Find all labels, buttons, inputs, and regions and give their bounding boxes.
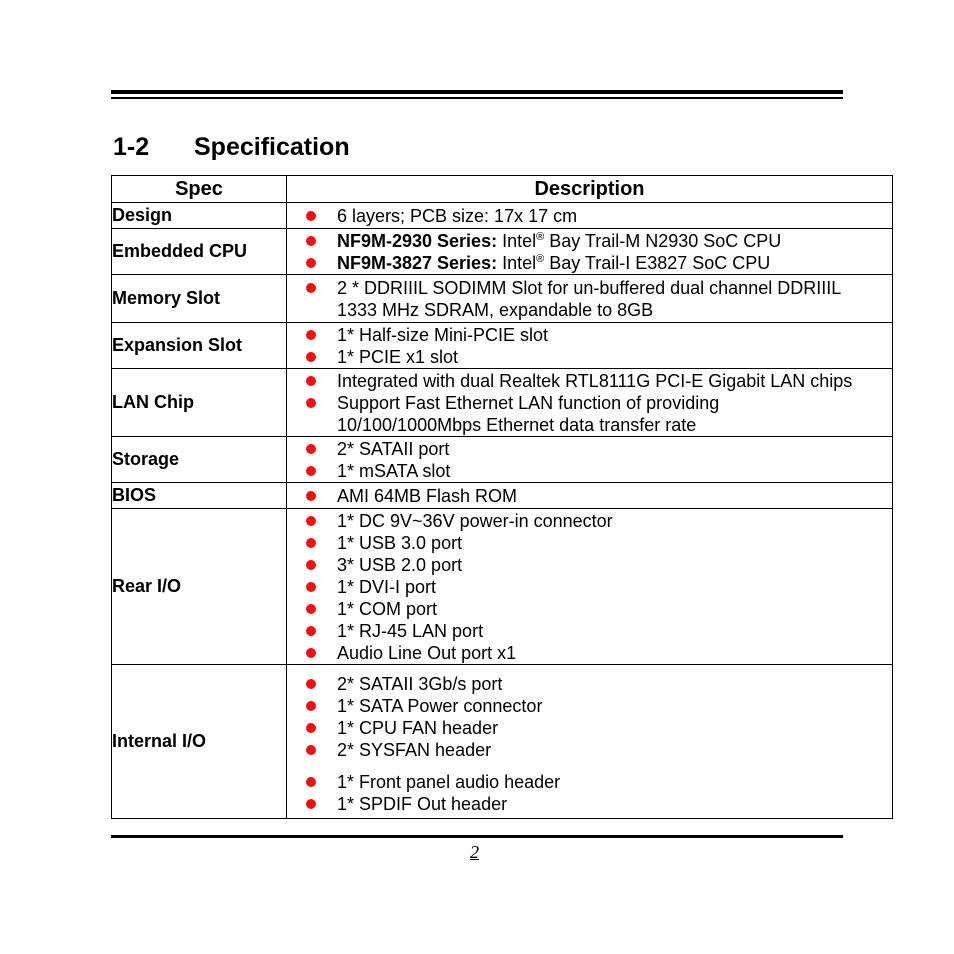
cpu-brand: Intel	[497, 252, 537, 273]
table-row	[112, 665, 893, 819]
bullet-icon	[306, 679, 316, 689]
item-text: 1* DC 9V~36V power-in connector	[337, 510, 613, 531]
list-item	[287, 620, 892, 642]
series-name: NF9M-3827 Series:	[337, 252, 498, 273]
bullet-icon	[306, 626, 316, 636]
item-text: 2 * DDRIIIL SODIMM Slot for un-buffered dual channel DDRIIIL	[337, 277, 842, 298]
page-number: 2	[470, 842, 479, 862]
description-list	[287, 668, 892, 815]
item-text: AMI 64MB Flash ROM	[337, 485, 518, 506]
table-row	[112, 323, 893, 369]
bullet-icon	[306, 283, 316, 293]
table-row	[112, 369, 893, 437]
bullet-icon	[306, 236, 316, 246]
list-item	[287, 370, 892, 392]
bullet-icon	[306, 745, 316, 755]
bullet-icon	[306, 330, 316, 340]
list-item	[287, 438, 892, 460]
spec-name-cell: LAN Chip	[112, 369, 287, 437]
bullet-icon	[306, 444, 316, 454]
spec-name-cell: Design	[112, 203, 287, 229]
table-row	[112, 483, 893, 509]
bullet-icon	[306, 516, 316, 526]
cpu-model: Bay Trail-I E3827 SoC CPU	[544, 252, 771, 273]
bullet-icon	[306, 560, 316, 570]
list-item	[287, 598, 892, 620]
bullet-icon	[306, 376, 316, 386]
description-list	[287, 205, 892, 227]
spec-column-header: Spec	[112, 176, 287, 203]
list-item	[287, 695, 892, 717]
item-text: 2* SATAII 3Gb/s port	[337, 674, 503, 694]
item-text: 1* Half-size Mini-PCIE slot	[337, 324, 549, 345]
list-item	[287, 532, 892, 554]
description-cell	[287, 483, 893, 509]
bullet-icon	[306, 538, 316, 548]
spec-name-cell: BIOS	[112, 483, 287, 509]
header-rule-thin	[111, 97, 843, 99]
table-row	[112, 275, 893, 323]
spec-name-cell: Memory Slot	[112, 275, 287, 323]
item-text: 6 layers; PCB size: 17x 17 cm	[337, 205, 578, 226]
footer-rule	[111, 835, 843, 838]
item-text-continuation: 10/100/1000Mbps Ethernet data transfer rate	[337, 414, 697, 435]
spec-name-cell: Expansion Slot	[112, 323, 287, 369]
table-row	[112, 437, 893, 483]
list-item	[287, 392, 892, 436]
section-heading	[113, 133, 350, 162]
bullet-icon	[306, 604, 316, 614]
bullet-icon	[306, 582, 316, 592]
item-text: Integrated with dual Realtek RTL8111G PCI-E Gigabit LAN chips	[337, 370, 853, 391]
list-item	[287, 277, 892, 321]
bullet-icon	[306, 258, 316, 268]
registered-mark: ®	[536, 230, 545, 243]
list-item	[287, 205, 892, 227]
spec-name-cell: Internal I/O	[112, 665, 287, 819]
list-item	[287, 252, 892, 274]
item-text: 2* SYSFAN header	[337, 740, 492, 760]
description-list	[287, 370, 892, 436]
bullet-icon	[306, 648, 316, 658]
item-text: 1* SATA Power connector	[337, 696, 543, 716]
table-body	[112, 203, 893, 819]
list-item	[287, 793, 892, 815]
description-cell	[287, 229, 893, 275]
description-list	[287, 324, 892, 368]
list-item	[287, 510, 892, 532]
series-name: NF9M-2930 Series:	[337, 230, 498, 251]
item-text: Audio Line Out port x1	[337, 642, 517, 663]
bullet-icon	[306, 491, 316, 501]
description-cell	[287, 323, 893, 369]
table-row	[112, 203, 893, 229]
item-text: 1* RJ-45 LAN port	[337, 620, 484, 641]
list-item	[287, 642, 892, 664]
item-text: 1* mSATA slot	[337, 460, 451, 481]
description-cell	[287, 203, 893, 229]
description-list	[287, 485, 892, 507]
list-item	[287, 554, 892, 576]
list-item	[287, 230, 892, 252]
spec-name-cell: Storage	[112, 437, 287, 483]
item-text: 1* DVI-I port	[337, 576, 437, 597]
spec-name-cell: Rear I/O	[112, 509, 287, 665]
description-cell	[287, 437, 893, 483]
description-column-header: Description	[287, 176, 893, 203]
registered-mark: ®	[536, 252, 545, 265]
description-list	[287, 510, 892, 664]
description-cell	[287, 275, 893, 323]
table-row	[112, 229, 893, 275]
section-title: Specification	[194, 133, 350, 161]
cpu-brand: Intel	[497, 230, 537, 251]
item-text: 1* PCIE x1 slot	[337, 346, 459, 367]
item-text: 1* COM port	[337, 598, 438, 619]
table-row	[112, 509, 893, 665]
description-cell	[287, 509, 893, 665]
description-list	[287, 230, 892, 274]
item-text: 1* USB 3.0 port	[337, 532, 463, 553]
table-header-row	[112, 176, 893, 203]
list-item	[287, 771, 892, 793]
item-text-continuation: 1333 MHz SDRAM, expandable to 8GB	[337, 299, 654, 320]
bullet-icon	[306, 398, 316, 408]
item-text: 1* Front panel audio header	[337, 772, 561, 792]
description-list	[287, 277, 892, 321]
description-list	[287, 438, 892, 482]
bullet-icon	[306, 723, 316, 733]
list-item	[287, 576, 892, 598]
bullet-icon	[306, 352, 316, 362]
list-item	[287, 673, 892, 695]
item-text: 2* SATAII port	[337, 438, 450, 459]
spec-name-cell: Embedded CPU	[112, 229, 287, 275]
description-cell	[287, 665, 893, 819]
bullet-icon	[306, 799, 316, 809]
list-item	[287, 717, 892, 739]
header-rule-thick	[111, 90, 843, 94]
bullet-icon	[306, 211, 316, 221]
bullet-icon	[306, 466, 316, 476]
description-cell	[287, 369, 893, 437]
list-item	[287, 739, 892, 761]
bullet-icon	[306, 701, 316, 711]
bullet-icon	[306, 777, 316, 787]
list-item	[287, 485, 892, 507]
item-text: Support Fast Ethernet LAN function of providing	[337, 392, 720, 413]
cpu-model: Bay Trail-M N2930 SoC CPU	[544, 230, 782, 251]
list-item	[287, 460, 892, 482]
specification-table	[111, 175, 893, 819]
list-item	[287, 324, 892, 346]
section-number: 1-2	[113, 133, 150, 161]
list-item	[287, 346, 892, 368]
item-text: 1* CPU FAN header	[337, 718, 499, 738]
item-text: 1* SPDIF Out header	[337, 794, 508, 814]
item-text: 3* USB 2.0 port	[337, 554, 463, 575]
